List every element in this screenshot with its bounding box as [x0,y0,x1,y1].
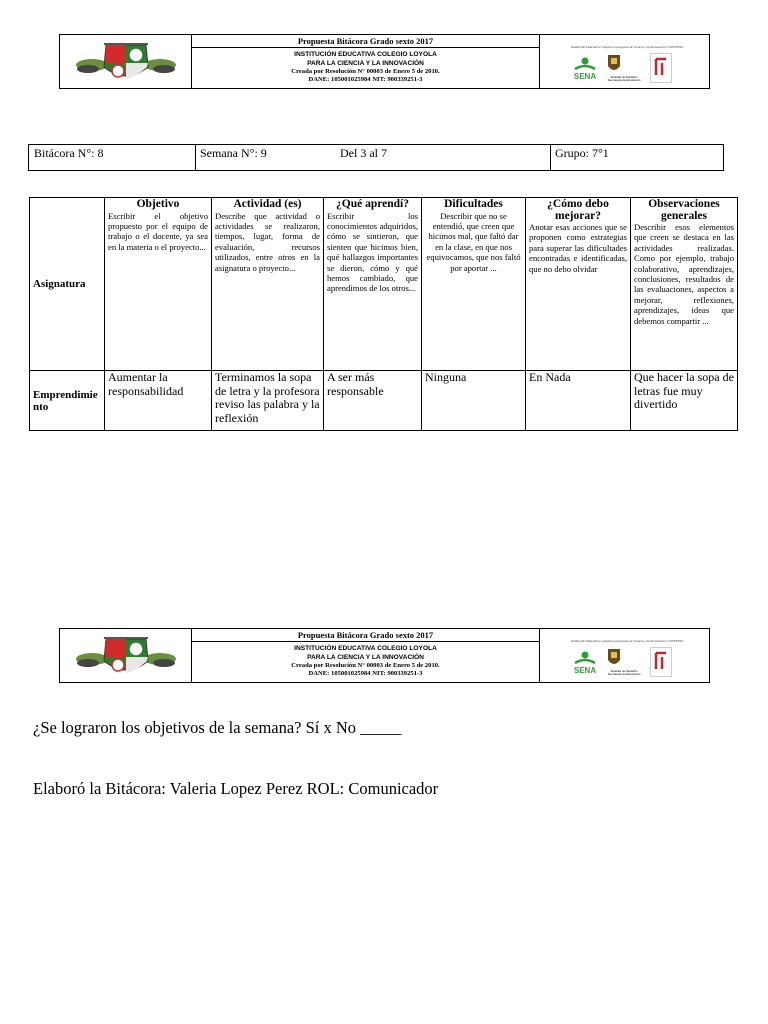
cell-dificultades: Ninguna [422,371,526,431]
resolution-text: Creada por Resolución N° 00003 de Enero 5 de 2010. [291,68,440,75]
header-center [192,629,540,682]
medellin-shield-icon [606,54,622,74]
cell-actividad: Terminamos la sopa de letra y la profesora reviso las palabra y la reflexión [212,371,324,431]
partner-caption: Institución Educativa Colegio Loyola para la Ciencia y la Innovación CONVENIO [570,45,684,49]
institution-line2: PARA LA CIENCIA Y LA INNOVACIÓN [307,653,424,661]
dane-nit-text: DANE: 105001025984 NIT: 900339251-3 [308,670,423,677]
loyola-logo-icon [650,53,672,83]
header-title: Propuesta Bitácora Grado sexto 2017 [192,629,539,642]
sena-logo-icon [570,649,600,679]
partner-caption: Institución Educativa Colegio Loyola para la Ciencia y la Innovación CONVENIO [570,639,684,643]
sena-logo-icon [570,55,600,85]
medellin-label: Alcaldía de Medellín Secretaría de Educación [607,75,641,83]
school-crest-icon [74,39,178,85]
column-header-actividad: Actividad (es) Describe que actividad o actividades se realizaron, tiempos, lugar, forma de evaluación, recursos utilizados, entre otros en la asignatura o proyecto... [212,198,324,371]
institution-line1: INSTITUCIÓN EDUCATIVA COLEGIO LOYOLA [294,645,437,652]
header-title: Propuesta Bitácora Grado sexto 2017 [192,35,539,48]
sena-label: SENA [573,666,597,675]
header-center [192,35,540,88]
medellin-shield-icon [606,648,622,668]
column-header-objetivo: Objetivo Escribir el objetivo propuesto por el equipo de trabajo o el docente, ya sea en la materia o el proyecto... [105,198,212,371]
document-header-repeat [59,628,710,683]
cell-que-aprendi: A ser más responsable [324,371,422,431]
loyola-logo-icon [650,647,672,677]
sena-label: SENA [573,72,597,81]
bitacora-number: Bitácora N°: 8 [34,146,104,160]
semana-number: Semana N°: 9 [200,146,267,160]
row-label-emprendimiento: Emprendimiento [30,371,105,431]
document-header [59,34,710,89]
column-header-que-aprendi: ¿Qué aprendí? Escribir los conocimientos adquiridos, cómo se sintieron, que sienten que hicimos bien, qué hallazgos importantes se dieron, cómo y qué hemos cambiado, que aprendimos de los otros... [324,198,422,371]
bitacora-table [29,197,738,431]
header-partner-logos [540,35,709,88]
resolution-text: Creada por Resolución N° 00003 de Enero 5 de 2010. [291,662,440,669]
school-logo-cell [60,629,192,682]
column-header-dificultades: Dificultades Describir que no se entendió, que creen que hicimos mal, que faltó dar en la clase, en que nos equivocamos, que nos faltó por aportar ... [422,198,526,371]
cell-objetivo: Aumentar la responsabilidad [105,371,212,431]
row-header-asignatura: Asignatura [30,198,105,371]
table-header-row [30,198,738,371]
dane-nit-text: DANE: 105001025984 NIT: 900339251-3 [308,76,423,83]
date-range: Del 3 al 7 [340,146,387,160]
cell-como-mejorar: En Nada [526,371,631,431]
table-row [30,371,738,431]
school-logo-cell [60,35,192,88]
objectives-question: ¿Se lograron los objetivos de la semana? Sí x No _____ [33,718,402,737]
medellin-label: Alcaldía de Medellín Secretaría de Educación [607,669,641,677]
bitacora-info-bar [28,144,724,171]
cell-observaciones: Que hacer la sopa de letras fue muy divertido [631,371,738,431]
header-partner-logos [540,629,709,682]
grupo-label: Grupo: 7°1 [555,146,609,160]
column-header-como-mejorar: ¿Cómo debo mejorar? Anotar esas acciones que se proponen como estrategias para superar las dificultades encontradas e identificadas, que no debo olvidar [526,198,631,371]
school-crest-icon [74,633,178,679]
author-role-line: Elaboró la Bitácora: Valeria Lopez Perez ROL: Comunicador [33,779,439,798]
column-header-observaciones: Observaciones generales Describir esos elementos que creen se destaca en las actividades realizadas. Como por ejemplo, trabajo colaborativo, aprendizajes, conclusiones, resultados de las evaluaciones, aspectos a mejorar, reflexiones, aprendizajes, ideas que debemos compartir ... [631,198,738,371]
institution-line2: PARA LA CIENCIA Y LA INNOVACIÓN [307,59,424,67]
institution-line1: INSTITUCIÓN EDUCATIVA COLEGIO LOYOLA [294,51,437,58]
